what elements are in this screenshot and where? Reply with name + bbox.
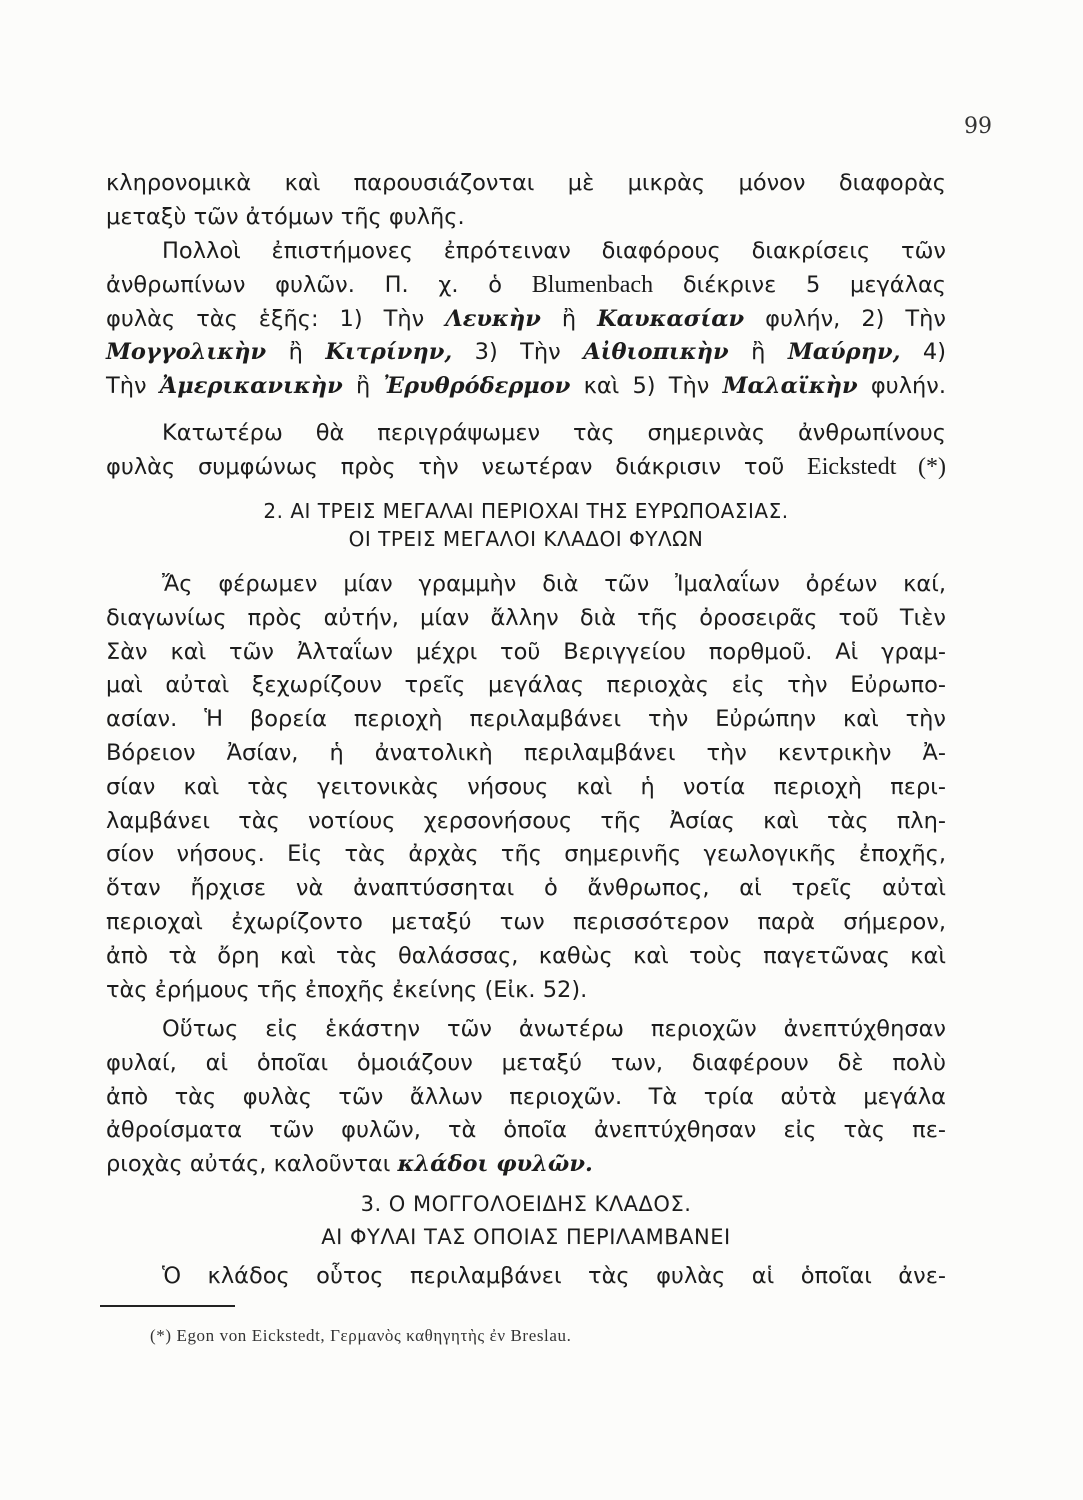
text-line: Πολλοὶ ἐπιστήμονες ἐπρότειναν διαφόρους διακρίσεις τῶν bbox=[162, 238, 946, 264]
race-name: Αἰθιοπικὴν bbox=[583, 339, 729, 366]
text-line: λαμβάνει τὰς νοτίους χερσονήσους τῆς Ἀσίας καὶ τὰς πλη- bbox=[106, 807, 946, 834]
paragraph-1 bbox=[106, 167, 946, 235]
heading-line: 3. Ο ΜΟΓΓΟΛΟΕΙΔΗΣ ΚΛΑΔΟΣ. bbox=[360, 1192, 692, 1216]
race-name: Ἀμερικανικὴν bbox=[159, 373, 343, 400]
race-name: Ἐρυθρόδερμον bbox=[383, 373, 571, 400]
text-line: ριοχὰς αὐτάς, καλοῦνται κλάδοι φυλῶν. bbox=[106, 1151, 593, 1178]
text-line: ἀπὸ τὰ ὄρη καὶ τὰς θαλάσσας, καθὼς καὶ τοὺς παγετῶνας καὶ bbox=[106, 942, 946, 969]
text-line: φυλὰς τὰς ἑξῆς: 1) Τὴν Λευκὴν ἢ Καυκασίαν φυλήν, 2) Τὴν bbox=[106, 305, 946, 332]
text-line: σίαν καὶ τὰς γειτονικὰς νήσους καὶ ἡ νοτία περιοχὴ περι- bbox=[106, 773, 946, 800]
text-line: μεταξὺ τῶν ἀτόμων τῆς φυλῆς. bbox=[106, 203, 465, 230]
author-name: Eickstedt (*) bbox=[807, 453, 946, 480]
race-name: Μαύρην, bbox=[787, 339, 901, 366]
text-line: Οὕτως εἰς ἑκάστην τῶν ἀνωτέρω περιοχῶν ἀνεπτύχθησαν bbox=[162, 1016, 946, 1042]
text-line: φυλὰς συμφώνως πρὸς τὴν νεωτέραν διάκρισιν τοῦ Eickstedt (*) bbox=[106, 453, 946, 480]
paragraph-3 bbox=[106, 417, 946, 485]
race-name: Καυκασίαν bbox=[597, 305, 745, 332]
text-line: σίον νήσους. Εἰς τὰς ἀρχὰς τῆς σημερινῆς γεωλογικῆς ἐποχῆς, bbox=[106, 841, 946, 868]
paragraph-4 bbox=[106, 568, 946, 1007]
emphasis-term: κλάδοι φυλῶν. bbox=[397, 1151, 593, 1178]
text-line: Τὴν Ἀμερικανικὴν ἢ Ἐρυθρόδερμον καὶ 5) Τὴν Μαλαϊκὴν φυλήν. bbox=[106, 373, 946, 400]
text-line: ἀπὸ τὰς φυλὰς τῶν ἄλλων περιοχῶν. Τὰ τρία αὐτὰ μεγάλα bbox=[106, 1083, 946, 1110]
race-name: Μογγολικὴν bbox=[106, 339, 267, 366]
text-line: τὰς ἐρήμους τῆς ἐποχῆς ἐκείνης (Εἰκ. 52). bbox=[106, 976, 588, 1003]
text-line: φυλαί, αἱ ὁποῖαι ὁμοιάζουν μεταξύ των, διαφέρουν δὲ πολὺ bbox=[106, 1049, 946, 1076]
text-line: περιοχαὶ ἐχωρίζοντο μεταξύ των περισσότερον παρὰ σήμερον, bbox=[106, 908, 946, 935]
text-line: μαὶ αὐταὶ ξεχωρίζουν τρεῖς μεγάλας περιοχὰς εἰς τὴν Εὐρωπο- bbox=[106, 672, 946, 699]
heading-line: ΟΙ ΤΡΕΙΣ ΜΕΓΑΛΟΙ ΚΛΑΔΟΙ ΦΥΛΩΝ bbox=[348, 527, 704, 551]
section-heading-2 bbox=[106, 497, 946, 553]
heading-line: ΑΙ ΦΥΛΑΙ ΤΑΣ ΟΠΟΙΑΣ ΠΕΡΙΛΑΜΒΑΝΕΙ bbox=[321, 1225, 731, 1249]
text-line: κληρονομικὰ καὶ παρουσιάζονται μὲ μικρὰς μόνον διαφορὰς bbox=[106, 170, 946, 196]
heading-line: 2. ΑΙ ΤΡΕΙΣ ΜΕΓΑΛΑΙ ΠΕΡΙΟΧΑΙ ΤΗΣ ΕΥΡΩΠΟΑΣΙΑΣ. bbox=[263, 499, 789, 523]
race-name: Κιτρίνην, bbox=[325, 339, 453, 366]
text-line: Κατωτέρω θὰ περιγράψωμεν τὰς σημερινὰς ἀνθρωπίνους bbox=[162, 420, 946, 446]
paragraph-5 bbox=[106, 1013, 946, 1182]
text-line: Ὁ κλάδος οὗτος περιλαμβάνει τὰς φυλὰς αἱ ὁποῖαι ἀνε- bbox=[162, 1263, 946, 1289]
footnote-rule bbox=[100, 1305, 235, 1307]
text-line: ἀνθρωπίνων φυλῶν. Π. χ. ὁ Blumenbach διέκρινε 5 μεγάλας bbox=[106, 271, 946, 298]
text-line: Μογγολικὴν ἢ Κιτρίνην, 3) Τὴν Αἰθιοπικὴν ἢ Μαύρην, 4) bbox=[106, 339, 946, 366]
text-line: διαγωνίως πρὸς αὐτήν, μίαν ἄλλην διὰ τῆς ὀροσειρᾶς τοῦ Τιὲν bbox=[106, 604, 946, 631]
race-name: Λευκὴν bbox=[445, 305, 541, 332]
footnote: (*) Egon von Eickstedt, Γερμανὸς καθηγητὴς ἐν Breslau. bbox=[150, 1326, 572, 1345]
text-line: Σὰν καὶ τῶν Ἀλταΐων μέχρι τοῦ Βεριγγείου πορθμοῦ. Αἱ γραμ- bbox=[106, 638, 946, 665]
race-name: Μαλαϊκὴν bbox=[722, 373, 858, 400]
page-number: 99 bbox=[964, 114, 992, 139]
text-line: Ἄς φέρωμεν μίαν γραμμὴν διὰ τῶν Ἰμαλαΐων ὀρέων καί, bbox=[162, 571, 946, 597]
author-name: Blumenbach bbox=[531, 271, 654, 298]
text-line: ἀθροίσματα τῶν φυλῶν, τὰ ὁποῖα ἀνεπτύχθησαν εἰς τὰς πε- bbox=[106, 1117, 946, 1144]
text-line: Βόρειον Ἀσίαν, ἡ ἀνατολικὴ περιλαμβάνει τὴν κεντρικὴν Ἀ- bbox=[106, 739, 946, 766]
paragraph-6 bbox=[106, 1260, 946, 1294]
section-heading-3 bbox=[106, 1188, 946, 1254]
text-line: ασίαν. Ἡ βορεία περιοχὴ περιλαμβάνει τὴν Εὐρώπην καὶ τὴν bbox=[106, 706, 946, 733]
text-line: ὅταν ἤρχισε νὰ ἀναπτύσσηται ὁ ἄνθρωπος, αἱ τρεῖς αὐταὶ bbox=[106, 875, 946, 902]
paragraph-2 bbox=[106, 235, 946, 404]
